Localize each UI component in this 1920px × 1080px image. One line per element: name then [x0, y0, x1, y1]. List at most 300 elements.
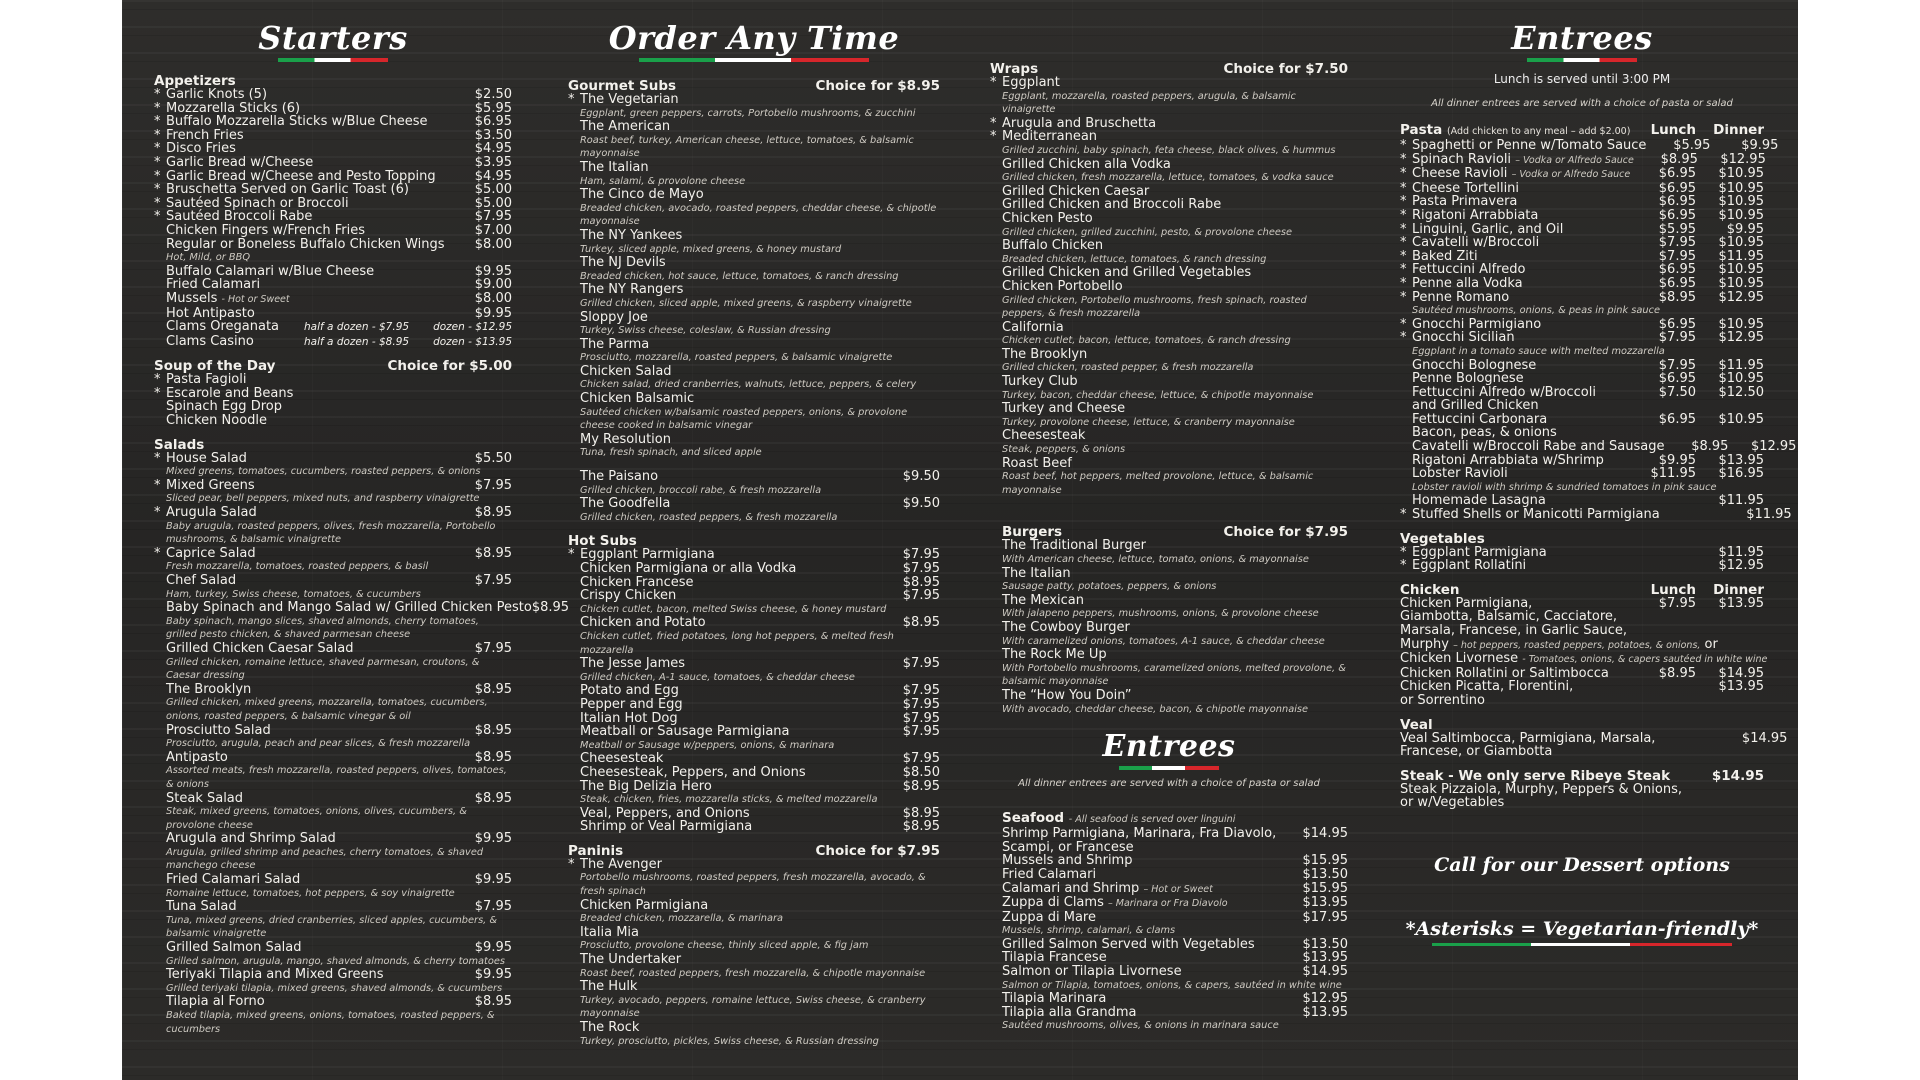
- item-note: - Tomatoes, onions, & capers sautéed in white wine: [1522, 654, 1768, 666]
- item-price: $8.95: [474, 790, 512, 806]
- menu-item: [990, 402, 1348, 416]
- salads-list: [154, 450, 570, 1037]
- chicken-heading: Chicken Lunch Dinner: [1400, 581, 1764, 598]
- menu-item: [1400, 250, 1764, 264]
- dinner-price: $12.50: [1718, 384, 1764, 400]
- item-name: Francese, or Giambotta: [1400, 744, 1553, 760]
- item-name: Escarole and Beans: [166, 385, 294, 401]
- item-name: Linguini, Garlic, and Oil: [1412, 221, 1564, 237]
- menu-item: [1400, 667, 1764, 681]
- lunch-price: $6.95: [1658, 194, 1696, 210]
- item-name: The Goodfella: [580, 496, 671, 512]
- clams-list: [154, 320, 512, 349]
- menu-item: [990, 457, 1348, 471]
- vegetarian-asterisk: *: [990, 129, 997, 145]
- lunch-price: $6.95: [1658, 207, 1696, 223]
- item-name: Chicken Portobello: [1002, 278, 1123, 294]
- item-name: Veal Saltimbocca, Parmigiana, Marsala,: [1400, 730, 1656, 746]
- item-name: Pasta Primavera: [1412, 194, 1518, 210]
- item-description: Eggplant in a tomato sauce with melted mozzarella: [1412, 345, 1665, 357]
- item-name: Tilapia al Forno: [166, 994, 265, 1010]
- menu-item: [1002, 648, 1348, 662]
- item-name: The Brooklyn: [1002, 346, 1088, 362]
- vegetarian-asterisk: *: [154, 450, 161, 466]
- item-description: Sautéed mushrooms, olives, & onions in marinara sauce: [1002, 1020, 1279, 1032]
- item-name: Crispy Chicken: [580, 588, 677, 604]
- item-description: Ham, turkey, Swiss cheese, tomatoes, & cucumbers: [166, 588, 421, 600]
- menu-item: [1002, 854, 1348, 868]
- gourmet-subs-list: [568, 93, 940, 460]
- item-description: Roast beef, hot peppers, melted provolone, lettuce, & balsamic mayonnaise: [1002, 471, 1314, 496]
- menu-item: [154, 156, 512, 170]
- item-price: $9.95: [474, 831, 512, 847]
- item-name: The Undertaker: [580, 952, 682, 968]
- menu-item: [154, 102, 512, 116]
- item-description: Fresh mozzarella, tomatoes, roasted peppers, & basil: [166, 561, 429, 573]
- menu-item: [154, 600, 570, 616]
- menu-item: [1400, 467, 1764, 481]
- item-name: Salmon or Tilapia Livornese: [1002, 964, 1182, 980]
- menu-item: [568, 980, 940, 994]
- menu-item: [1400, 597, 1764, 611]
- entrees-column: [1400, 0, 1797, 946]
- item-name: The Traditional Burger: [1002, 538, 1146, 554]
- menu-item: [568, 229, 940, 243]
- menu-item: [154, 292, 512, 307]
- menu-item: [1400, 454, 1764, 468]
- item-price: $7.95: [902, 683, 940, 699]
- item-name: The Rock: [580, 1020, 640, 1035]
- item-name: Tilapia Marinara: [1002, 991, 1107, 1007]
- item-name: The Italian: [1002, 565, 1071, 581]
- item-name: The Vegetarian: [580, 92, 679, 107]
- menu-item: [154, 792, 512, 806]
- item-name: Roast Beef: [1002, 455, 1072, 471]
- item-name: Veal, Peppers, and Onions: [580, 805, 750, 821]
- vegetarian-asterisk: *: [1400, 151, 1407, 167]
- menu-item: [1002, 992, 1348, 1006]
- dinner-price: $9.95: [1741, 138, 1779, 153]
- item-name: or Sorrentino: [1400, 692, 1485, 708]
- item-price: $7.95: [902, 724, 940, 740]
- item-price: $8.95: [531, 600, 570, 616]
- item-name: Penne Bolognese: [1412, 371, 1524, 387]
- lunch-price: $7.95: [1658, 235, 1696, 251]
- dinner-price: $11.95: [1746, 507, 1792, 523]
- item-name: Garlic Bread w/Cheese and Pesto Topping: [166, 168, 436, 184]
- vegetarian-asterisk: *: [1400, 275, 1407, 291]
- steak-heading: Steak - We only serve Ribeye Steak $14.95: [1400, 767, 1764, 784]
- flag-underline: [639, 58, 869, 62]
- item-name: The Brooklyn: [166, 681, 252, 697]
- item-name: Grilled Salmon Salad: [166, 940, 302, 956]
- item-price: $8.95: [474, 722, 512, 738]
- menu-item: [154, 320, 512, 335]
- item-name: Chicken Parmigiana or alla Vodka: [580, 561, 797, 576]
- dinner-price: $10.95: [1718, 371, 1764, 387]
- vegetarian-asterisk: *: [568, 856, 575, 872]
- menu-item: [1400, 236, 1764, 250]
- item-name: Buffalo Mozzarella Sticks w/Blue Cheese: [166, 114, 428, 130]
- menu-item: [1400, 730, 1788, 746]
- item-name: Mussels - Hot or Sweet: [166, 290, 290, 306]
- menu-item: [154, 574, 512, 588]
- dinner-price: $14.95: [1718, 665, 1764, 681]
- menu-item: [568, 820, 940, 834]
- dinner-price: $13.95: [1718, 595, 1764, 611]
- item-description: Breaded chicken, mozzarella, & marinara: [580, 913, 784, 925]
- menu-item: [568, 470, 940, 484]
- item-name: Turkey Club: [1002, 374, 1078, 390]
- item-price: $8.00: [474, 236, 512, 252]
- menu-item: [568, 576, 940, 590]
- menu-item: [568, 93, 940, 107]
- item-name: Mussels and Shrimp: [1002, 853, 1133, 869]
- item-name: Clams Oreganata: [166, 319, 280, 335]
- vegetarian-asterisk: *: [154, 141, 161, 157]
- menu-item: [1002, 882, 1348, 897]
- burgers-heading: Burgers Choice for $7.95: [1002, 524, 1348, 541]
- menu-item: [154, 400, 512, 414]
- menu-item: [568, 684, 940, 698]
- menu-item: [568, 548, 940, 562]
- item-name: Pepper and Egg: [580, 696, 683, 712]
- menu-item: [568, 562, 940, 576]
- item-name: The NJ Devils: [580, 255, 666, 271]
- item-name: Arugula and Bruschetta: [1002, 115, 1157, 131]
- menu-item: [568, 1021, 940, 1035]
- item-price: $7.95: [474, 209, 512, 225]
- menu-item: [568, 712, 940, 726]
- item-description: Steak, chicken, fries, mozzarella sticks, & melted mozzarella: [580, 794, 878, 806]
- item-name: Steak Salad: [166, 790, 244, 806]
- item-name: Cavatelli w/Broccoli Rabe and Sausage: [1412, 439, 1665, 455]
- menu-item: [990, 266, 1348, 280]
- item-name: Homemade Lasagna: [1412, 493, 1546, 509]
- item-description: With American cheese, lettuce, tomato, onions, & mayonnaise: [1002, 554, 1309, 565]
- veal-list: [1400, 730, 1788, 760]
- dozen-price: dozen - $13.95: [433, 335, 512, 348]
- item-description: Lobster ravioli with shrimp & sundried tomatoes in pink sauce: [1412, 481, 1717, 493]
- item-name: Chicken Parmigiana: [580, 897, 709, 913]
- vegetarian-asterisk: *: [1400, 221, 1407, 237]
- menu-item: [1400, 680, 1764, 694]
- item-description: Grilled zucchini, baby spinach, feta cheese, black olives, & hummus: [1002, 144, 1336, 156]
- menu-item: [1002, 621, 1348, 635]
- item-price: $7.95: [902, 751, 940, 767]
- item-name: The Hulk: [580, 979, 638, 995]
- item-name: Meatball or Sausage Parmigiana: [580, 724, 790, 740]
- appetizers-list: [154, 88, 512, 320]
- item-description: Breaded chicken, hot sauce, lettuce, tomatoes, & ranch dressing: [580, 270, 899, 282]
- item-price: $7.95: [474, 477, 512, 493]
- item-description: Eggplant, mozzarella, roasted peppers, arugula, & balsamic vinaigrette: [1002, 90, 1296, 116]
- item-name: Chicken Fingers w/French Fries: [166, 222, 366, 238]
- menu-item: [154, 873, 512, 887]
- item-price: $8.95: [474, 994, 512, 1010]
- hot-subs-heading: Hot Subs: [568, 533, 637, 550]
- item-price: $4.95: [474, 141, 512, 157]
- dinner-price: $11.95: [1718, 248, 1764, 264]
- item-price: $7.95: [902, 588, 940, 604]
- item-price: $14.95: [1302, 826, 1348, 842]
- menu-item: [154, 900, 512, 914]
- vegetarian-asterisk: *: [1400, 235, 1407, 251]
- item-price: $14.95: [1302, 964, 1348, 980]
- menu-item: [568, 338, 940, 352]
- item-name: Chicken Noodle: [166, 413, 268, 429]
- vegetarian-asterisk: *: [154, 114, 161, 130]
- item-name: Grilled Chicken alla Vodka: [1002, 156, 1171, 172]
- item-name: Cheesesteak: [1002, 428, 1086, 444]
- lunch-price: $9.95: [1658, 452, 1696, 468]
- item-name: Baked Ziti: [1412, 248, 1478, 264]
- order-any-time-title: Order Any Time: [608, 19, 900, 57]
- item-name: Arugula and Shrimp Salad: [166, 831, 336, 847]
- menu-item: [1002, 827, 1348, 841]
- item-name: Chicken Picatta, Florentini,: [1400, 679, 1574, 695]
- menu-item: [568, 161, 940, 175]
- dinner-price: $10.95: [1718, 262, 1764, 278]
- dinner-price: $10.95: [1718, 316, 1764, 332]
- lunch-note: Lunch is served until 3:00 PM: [1493, 72, 1671, 86]
- item-price: $8.95: [902, 805, 940, 821]
- menu-item: [154, 238, 512, 252]
- menu-item: [1002, 868, 1348, 882]
- menu-item: [990, 198, 1348, 212]
- menu-item: [154, 941, 512, 955]
- lunch-price: $6.95: [1658, 275, 1696, 291]
- item-name: French Fries: [166, 127, 244, 143]
- menu-item: [154, 142, 512, 156]
- item-name: Grilled Chicken and Grilled Vegetables: [1002, 265, 1252, 281]
- item-name: Mozzarella Sticks (6): [166, 100, 301, 116]
- item-name: Grilled Chicken and Broccoli Rabe: [1002, 197, 1222, 213]
- item-name: Bruschetta Served on Garlic Toast (6): [166, 182, 409, 198]
- dessert-callout: Call for our Dessert options: [1434, 853, 1730, 876]
- menu-item: [154, 547, 512, 561]
- flag-underline: [1432, 943, 1732, 946]
- vegetarian-asterisk: *: [1400, 166, 1407, 182]
- menu-item: [568, 807, 940, 821]
- item-name: The Rock Me Up: [1002, 647, 1107, 663]
- item-description: Tuna, fresh spinach, and sliced apple: [580, 447, 762, 459]
- lunch-price: $8.95: [1660, 151, 1698, 167]
- vegetarian-asterisk: *: [154, 195, 161, 211]
- item-price: $7.95: [902, 710, 940, 726]
- menu-item: [568, 311, 940, 325]
- wraps-heading: Wraps Choice for $7.50: [990, 61, 1348, 77]
- item-description: With caramelized onions, tomatoes, A-1 sauce, & cheddar cheese: [1002, 635, 1325, 647]
- item-price: $7.95: [902, 547, 940, 563]
- item-description: Prosciutto, arugula, peach and pear slices, & fresh mozzarella: [166, 738, 471, 750]
- item-description: Turkey, sliced apple, mixed greens, & honey mustard: [580, 243, 842, 255]
- item-name: The Mexican: [1002, 592, 1084, 608]
- item-description: Grilled teriyaki tilapia, mixed greens, shaved almonds, & cucumbers: [166, 982, 503, 994]
- item-name: Baby Spinach and Mango Salad w/ Grilled Chicken Pesto: [166, 600, 532, 616]
- seafood-entrees-title: Entrees: [1102, 729, 1236, 765]
- pasta-heading: Pasta (Add chicken to any meal – add $2.00) Lunch Dinner: [1400, 122, 1764, 138]
- menu-item: [1400, 263, 1764, 277]
- item-description: Grilled chicken, fresh mozzarella, lettuce, tomatoes, & vodka sauce: [1002, 172, 1334, 184]
- menu-item: [568, 899, 940, 913]
- item-description: Steak, peppers, & onions: [1002, 444, 1126, 456]
- item-description: Romaine lettuce, tomatoes, hot peppers, & soy vinaigrette: [166, 887, 455, 899]
- item-name: Disco Fries: [166, 141, 236, 157]
- item-price: $7.95: [902, 696, 940, 712]
- item-price: $3.95: [474, 154, 512, 170]
- menu-item: [154, 724, 512, 738]
- item-name: Chicken Salad: [580, 363, 672, 379]
- item-price: $8.95: [902, 778, 940, 794]
- menu-item: [568, 497, 940, 511]
- item-name: and Grilled Chicken: [1412, 398, 1539, 414]
- dinner-price: $13.95: [1718, 452, 1764, 468]
- item-name: Sloppy Joe: [580, 309, 648, 325]
- wraps-list: [990, 76, 1348, 497]
- item-price: $15.95: [1302, 853, 1348, 869]
- menu-item: [1002, 689, 1348, 703]
- item-price: $2.50: [474, 87, 512, 102]
- menu-item: [154, 183, 512, 197]
- item-description: Grilled chicken, romaine lettuce, shaved parmesan, croutons, & Caesar dressing: [166, 656, 480, 682]
- item-name: Sautéed Broccoli Rabe: [166, 209, 313, 225]
- item-note: – Marinara or Fra Diavolo: [1107, 898, 1228, 910]
- menu-item: [154, 387, 512, 401]
- item-name: Giambotta, Balsamic, Cacciatore,: [1400, 609, 1618, 625]
- item-name: The Big Delizia Hero: [580, 778, 712, 794]
- item-name: California: [1002, 319, 1064, 335]
- menu-item: [154, 224, 512, 238]
- veal-heading: Veal: [1400, 716, 1433, 733]
- item-price: $8.95: [902, 574, 940, 590]
- item-price: $7.95: [474, 573, 512, 588]
- menu-item: [154, 506, 512, 520]
- item-name: Steak Pizzaiola, Murphy, Peppers & Onions,: [1400, 781, 1682, 797]
- flag-underline: [1527, 58, 1637, 62]
- item-name: or w/Vegetables: [1400, 795, 1505, 811]
- menu-item: [990, 212, 1348, 226]
- item-note: – Hot or Sweet: [1143, 883, 1213, 895]
- item-name: Grilled Chicken Caesar Salad: [166, 640, 354, 656]
- item-name: Spaghetti or Penne w/Tomato Sauce: [1412, 138, 1647, 153]
- item-name: Buffalo Calamari w/Blue Cheese: [166, 263, 375, 279]
- menu-item: [568, 120, 940, 134]
- item-description: Turkey, prosciutto, pickles, Swiss cheese, & Russian dressing: [580, 1035, 879, 1047]
- wraps-burgers-seafood-column: [990, 0, 1348, 1033]
- item-name: Eggplant Parmigiana: [580, 547, 715, 563]
- lunch-price: $7.95: [1658, 248, 1696, 264]
- item-price: $5.00: [474, 182, 512, 198]
- menu-item: [1400, 796, 1764, 810]
- item-name: The Italian: [580, 159, 649, 175]
- dinner-price: $10.95: [1718, 235, 1764, 251]
- menu-item: [154, 88, 512, 102]
- menu-item: [1002, 938, 1348, 952]
- dinner-price: $10.95: [1718, 275, 1764, 291]
- menu-item: [154, 170, 512, 184]
- vegetarian-asterisk: *: [154, 154, 161, 170]
- item-name: Gnocchi Sicilian: [1412, 330, 1515, 346]
- item-description: Breaded chicken, lettuce, tomatoes, & ranch dressing: [1002, 253, 1267, 265]
- item-description: Grilled chicken, Portobello mushrooms, fresh spinach, roasted peppers, & fresh mozzarella: [1002, 294, 1307, 320]
- menu-item: [154, 452, 512, 466]
- item-price: $7.95: [902, 656, 940, 672]
- menu-item: [1400, 359, 1764, 373]
- dinner-price: $10.95: [1718, 207, 1764, 223]
- item-description: Meatball or Sausage w/peppers, onions, & marinara: [580, 739, 835, 751]
- item-price: $5.95: [474, 100, 512, 116]
- item-price: $9.50: [902, 469, 940, 485]
- item-name: Grilled Chicken Caesar: [1002, 183, 1150, 199]
- vegetarian-asterisk: *: [568, 547, 575, 563]
- menu-item: [1400, 507, 1792, 523]
- soup-heading: Soup of the Day Choice for $5.00: [154, 358, 512, 375]
- lunch-price: $8.95: [1658, 665, 1696, 681]
- salads-heading: Salads: [154, 436, 205, 453]
- item-name: The “How You Doin”: [1002, 687, 1132, 703]
- asterisk-legend: *Asterisks = Vegetarian-friendly*: [1405, 917, 1759, 940]
- menu-item: [1400, 694, 1764, 708]
- item-name: Shrimp or Veal Parmigiana: [580, 819, 753, 835]
- item-name: Cheesesteak: [580, 751, 664, 767]
- item-description: Chicken cutlet, bacon, lettuce, tomatoes, & ranch dressing: [1002, 335, 1291, 347]
- item-name: Eggplant: [1002, 75, 1060, 90]
- menu-item: [1400, 167, 1764, 182]
- item-name: Bacon, peas, & onions: [1412, 425, 1557, 441]
- item-name: Eggplant Rollatini: [1412, 558, 1527, 574]
- item-description: Breaded chicken, avocado, roasted peppers, cheddar cheese, & chipotle mayonnaise: [580, 202, 937, 228]
- paninis-heading: Paninis Choice for $7.95: [568, 842, 940, 859]
- menu-item: [1400, 331, 1764, 345]
- item-name: Fettuccini Alfredo: [1412, 262, 1526, 278]
- item-price: $8.95: [474, 749, 512, 765]
- flag-underline: [278, 58, 388, 62]
- item-name: Penne Romano: [1412, 289, 1510, 305]
- appetizers-heading: Appetizers: [154, 73, 236, 89]
- item-description: Turkey, avocado, peppers, romaine lettuce, Swiss cheese, & cranberry mayonnaise: [580, 994, 926, 1020]
- item-name: Italia Mia: [580, 924, 640, 940]
- item-description: Sautéed mushrooms, onions, & peas in pink sauce: [1412, 305, 1661, 317]
- item-price: $7.00: [474, 222, 512, 238]
- lunch-price: $7.95: [1658, 330, 1696, 346]
- soup-list: [154, 373, 512, 427]
- vegetarian-asterisk: *: [1400, 262, 1407, 278]
- vegetarian-asterisk: *: [154, 385, 161, 401]
- item-name: The Cowboy Burger: [1002, 619, 1130, 635]
- item-name: The Avenger: [580, 856, 662, 872]
- item-price: $13.50: [1302, 936, 1348, 952]
- item-name: Chicken Balsamic: [580, 391, 695, 407]
- item-description: Turkey, bacon, cheddar cheese, lettuce, & chipotle mayonnaise: [1002, 389, 1314, 401]
- dozen-price: dozen - $12.95: [433, 321, 512, 334]
- item-price: $9.95: [474, 263, 512, 279]
- item-price: $4.95: [474, 168, 512, 184]
- item-name: Mixed Greens: [166, 477, 255, 493]
- item-name: Turkey and Cheese: [1002, 401, 1126, 417]
- item-name: Eggplant Parmigiana: [1412, 544, 1547, 560]
- item-name: Spinach Egg Drop: [166, 399, 282, 415]
- gourmet-subs-heading: Gourmet Subs Choice for $8.95: [568, 78, 940, 94]
- item-price: $6.95: [474, 114, 512, 130]
- menu-item: [1400, 318, 1764, 332]
- item-name: Stuffed Shells or Manicotti Parmigiana: [1412, 507, 1660, 523]
- item-name: Lobster Ravioli: [1412, 466, 1508, 482]
- item-description: Grilled chicken, sliced apple, mixed greens, & raspberry vinaigrette: [580, 297, 912, 309]
- item-price: $8.95: [474, 505, 512, 521]
- dinner-price: $12.95: [1718, 330, 1764, 346]
- menu-item: [568, 752, 940, 766]
